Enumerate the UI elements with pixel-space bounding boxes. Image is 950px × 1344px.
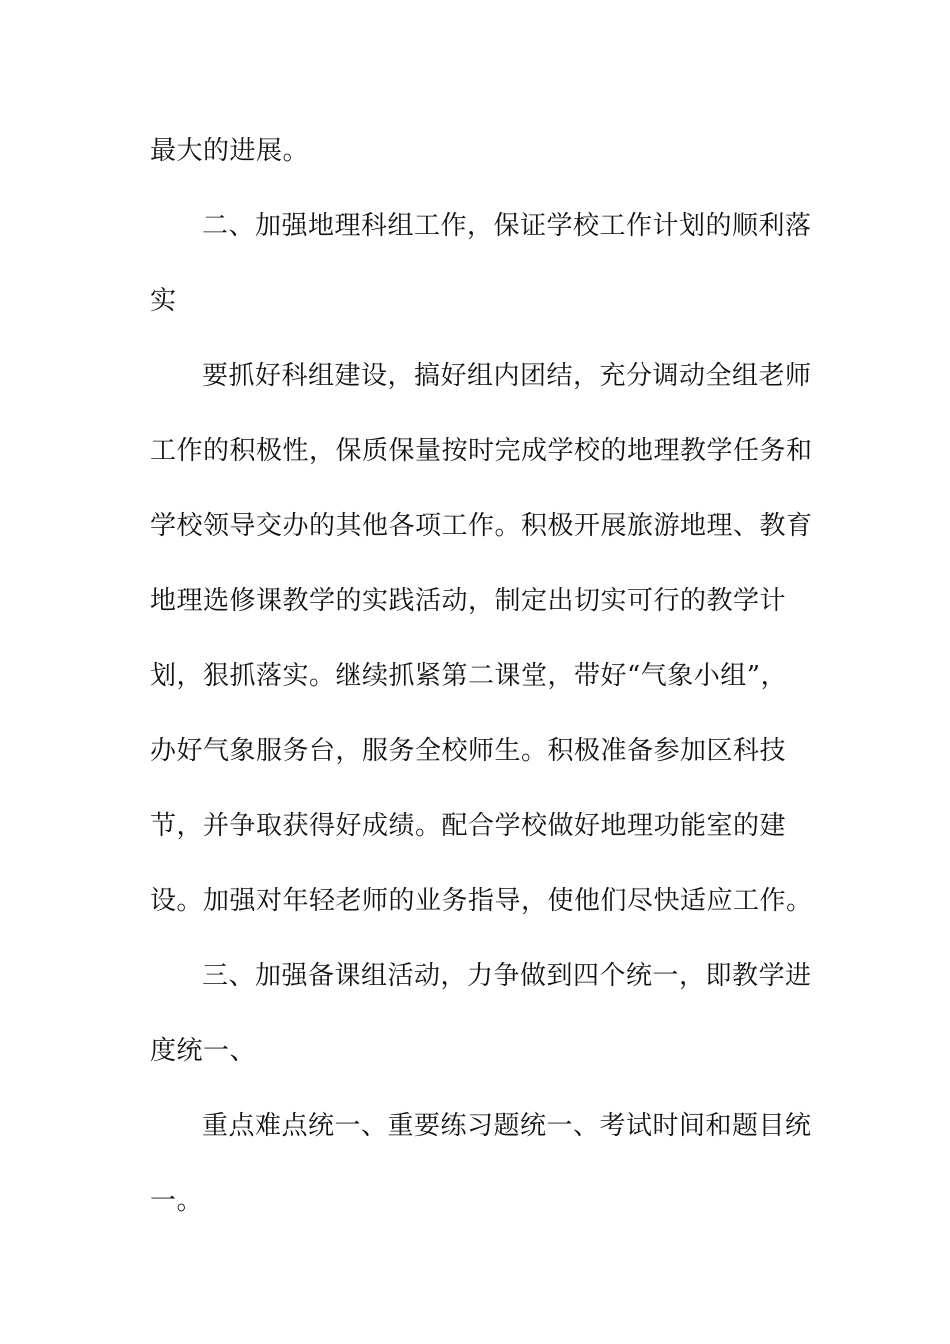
text-line: 办好气象服务台，服务全校师生。积极准备参加区科技 [150, 736, 787, 766]
paragraph-start: 重点难点统一、重要练习题统一、考试时间和题目统 [202, 1111, 812, 1141]
paragraph-start: 要抓好科组建设，搞好组内团结，充分调动全组老师 [202, 361, 812, 391]
text-line: 工作的积极性，保质保量按时完成学校的地理教学任务和 [150, 436, 813, 466]
text-line: 设。加强对年轻老师的业务指导，使他们尽快适应工作。 [150, 886, 813, 916]
text-line: 地理选修课教学的实践活动，制定出切实可行的教学计 [150, 586, 787, 616]
text-line: 节，并争取获得好成绩。配合学校做好地理功能室的建 [150, 811, 787, 841]
text-line: 实 [150, 286, 177, 316]
text-line: 最大的进展。 [150, 136, 310, 166]
text-line: 度统一、 [150, 1036, 257, 1066]
text-line: 学校领导交办的其他各项工作。积极开展旅游地理、教育 [150, 511, 813, 541]
text-line: 一。 [150, 1186, 204, 1216]
section-heading-3: 三、加强备课组活动，力争做到四个统一，即教学进 [202, 961, 812, 991]
text-line: 划，狠抓落实。继续抓紧第二课堂，带好“气象小组”， [150, 661, 788, 691]
section-heading-2: 二、加强地理科组工作，保证学校工作计划的顺利落 [202, 211, 812, 241]
